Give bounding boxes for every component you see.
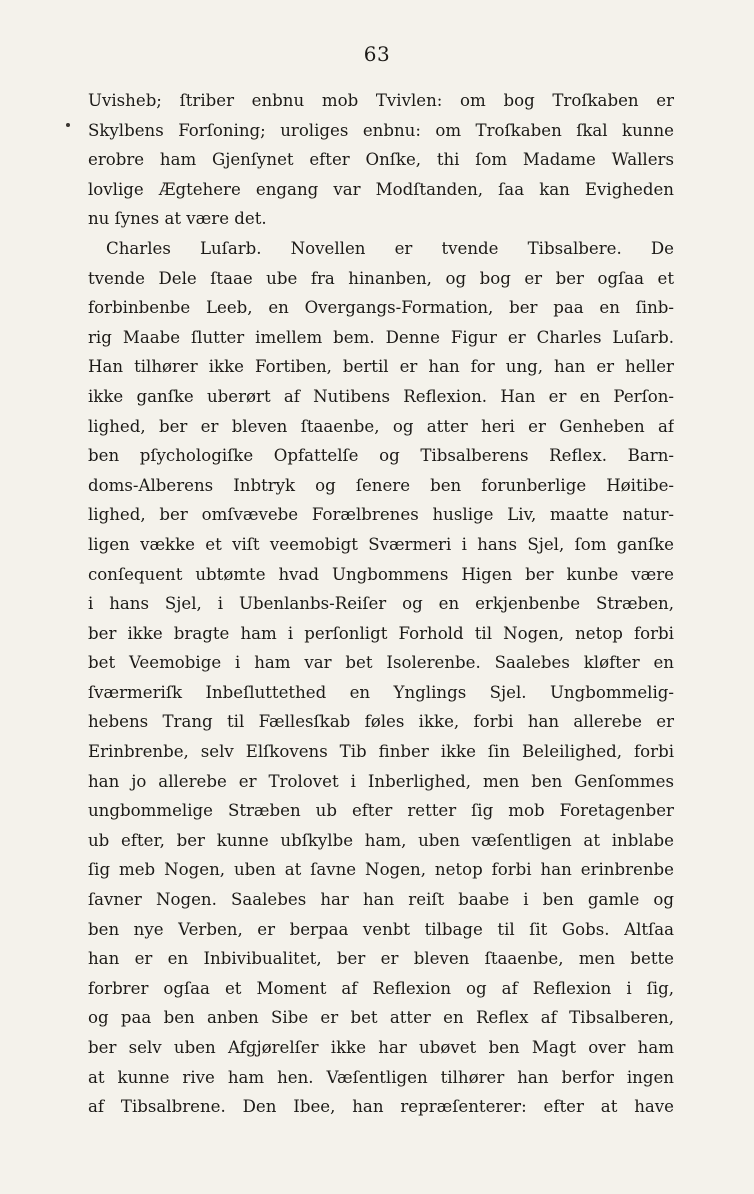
text-line: forbinbenbe Leeb, en Overgangs-Formation, ber paa en ſinb- [88, 298, 674, 318]
text-line: af Tibsalbrene. Den Ibee, han repræſenterer: efter at have [88, 1097, 674, 1117]
text-line: bet Veemobige i ham var bet Isolerenbe. Saalebes kløfter en [88, 653, 674, 673]
text-line: han jo allerebe er Trolovet i Inberlighed, men ben Genſommes [88, 771, 674, 791]
text-line: Han tilhører ikke Fortiben, bertil er han for ung, han er heller [88, 357, 674, 377]
text-line: at kunne rive ham hen. Væſentligen tilhører han berfor ingen [88, 1067, 674, 1087]
text-line: tvende Dele ſtaae ube fra hinanben, og bog er ber ogſaa et [88, 268, 674, 288]
margin-mark [66, 123, 70, 127]
text-line: ber selv uben Afgjørelſer ikke har ubøvet ben Magt over ham [88, 1038, 674, 1057]
text-line: lighed, ber er bleven ſtaaenbe, og atter heri er Genheben af [88, 416, 674, 436]
text-line: rig Maabe ſlutter imellem bem. Denne Figur er Charles Luſarb. [88, 327, 674, 347]
text-line: ungbommelige Stræben ub efter retter ſig mob Foretagenber [88, 801, 674, 821]
text-line: ikke ganſke uberørt af Nutibens Reflexion. Han er en Perſon- [88, 386, 674, 406]
body-text [88, 86, 674, 1122]
text-line: ben pſychologiſke Opfattelſe og Tibsalberens Reflex. Barn- [88, 446, 674, 466]
text-line: Charles Luſarb. Novellen er tvende Tibsalbere. De [106, 238, 674, 258]
text-line: lighed, ber omſvævebe Forælbrenes huslige Liv, maatte natur- [88, 505, 674, 525]
text-line: ligen vække et viſt veemobigt Sværmeri i hans Sjel, ſom ganſke [88, 534, 674, 554]
text-line: i hans Sjel, i Ubenlanbs-Reiſer og en erkjenbenbe Stræben, [88, 594, 674, 614]
text-line: ſværmeriſk Inbeſluttethed en Ynglings Sjel. Ungbommelig- [88, 682, 674, 702]
text-line: hebens Trang til Fællesſkab føles ikke, forbi han allerebe er [88, 712, 674, 732]
text-line: lovlige Ægtehere engang var Modſtanden, ſaa kan Evigheden [88, 179, 674, 199]
text-line: ſavner Nogen. Saalebes har han reiſt baabe i ben gamle og [88, 890, 674, 910]
text-line: Erinbrenbe, selv Elſkovens Tib finber ikke ſin Beleilighed, forbi [88, 742, 674, 762]
text-line: ſig meb Nogen, uben at ſavne Nogen, netop forbi han erinbrenbe [88, 860, 674, 880]
text-line: han er en Inbivibualitet, ber er bleven ſtaaenbe, men bette [88, 949, 674, 969]
text-line: forbrer ogſaa et Moment af Reflexion og af Reflexion i ſig, [88, 978, 674, 998]
text-line: ben nye Verben, er berpaa venbt tilbage til ſit Gobs. Altſaa [88, 919, 674, 939]
text-line: og paa ben anben Sibe er bet atter en Reflex af Tibsalberen, [88, 1008, 674, 1028]
text-line: nu ſynes at være det. [88, 209, 267, 229]
text-line: Uvisheb; ſtriber enbnu mob Tvivlen: om bog Troſkaben er [88, 91, 674, 110]
text-line: erobre ham Gjenſynet efter Onſke, thi ſom Madame Wallers [88, 150, 674, 170]
text-line: ub efter, ber kunne ubſkylbe ham, uben væſentligen at inblabe [88, 830, 674, 850]
text-line: doms-Alberens Inbtryk og ſenere ben forunberlige Høitibe- [88, 475, 674, 495]
text-line: Skylbens Forſoning; uroliges enbnu: om Troſkaben ſkal kunne [88, 120, 674, 140]
text-line: conſequent ubtømte hvad Ungbommens Higen ber kunbe være [88, 564, 674, 584]
page-number: 63 [363, 42, 391, 66]
text-line: ber ikke bragte ham i perſonligt Forhold til Nogen, netop forbi [88, 623, 674, 643]
